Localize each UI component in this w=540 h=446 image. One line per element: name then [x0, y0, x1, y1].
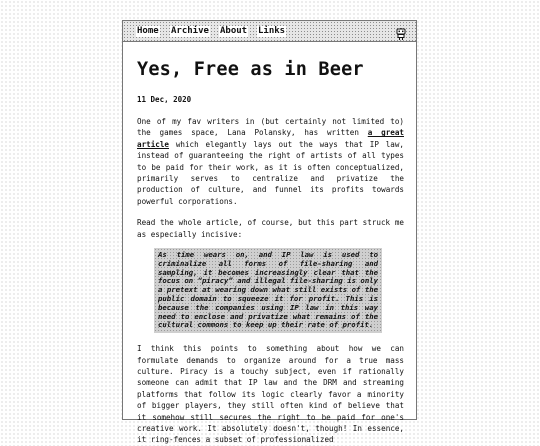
article-link[interactable]: a great article	[137, 128, 404, 149]
post-title: Yes, Free as in Beer	[137, 59, 364, 80]
paragraph-1-text-b: which elegantly lays out the ways that IP law, instead of guaranteeing the right of artists of all types to be paid for their work, as it is often conceptualized, primarily serves to centralize and privatize the production of culture, and funnel its profits towards powerful corporations.	[137, 139, 404, 206]
page-container	[122, 20, 417, 445]
paragraph-2: Read the whole article, of course, but this part struck me as especially incisive:	[137, 218, 404, 239]
top-nav	[123, 21, 416, 42]
article	[137, 42, 404, 446]
paragraph-1	[137, 116, 404, 207]
nav-about-link[interactable]: About	[220, 26, 248, 36]
blockquote	[154, 248, 382, 333]
nav-archive-link[interactable]: Archive	[171, 26, 209, 36]
robot-icon[interactable]	[396, 25, 406, 37]
post-date: 11 Dec, 2020	[137, 95, 192, 104]
nav-home-link[interactable]: Home	[137, 26, 159, 36]
paragraph-3: I think this points to something about how we can formulate demands to organize around for a true mass culture. Piracy is a touchy subject, even if rationally someone can admit that IP law and the DRM and streaming platforms that follow its logic clearly favor a minority of bigger players, they still often kind of believe that it somehow still secures the right to be paid for one's creative work. It absolutely doesn't, though! In essence, it ring-fences a subset of professionalized	[137, 344, 404, 445]
quote-text: As time wears on, and IP law is used to criminalize all forms of file-sharing and sampling, it becomes increasingly clear that the focus on “piracy” and illegal file-sharing is only a pretext at wearing down what still exists of the public domain to squeeze it for profit. This is because the companies using IP law in this way need to enclose and privatize what remains of the cultural commons to keep up their rate of profit.	[158, 250, 378, 330]
paragraph-1-text-a: One of my fav writers in (but certainly not limited to) the games space, Lana Polansky, has written	[137, 117, 404, 138]
nav-links-link[interactable]: Links	[258, 26, 286, 36]
